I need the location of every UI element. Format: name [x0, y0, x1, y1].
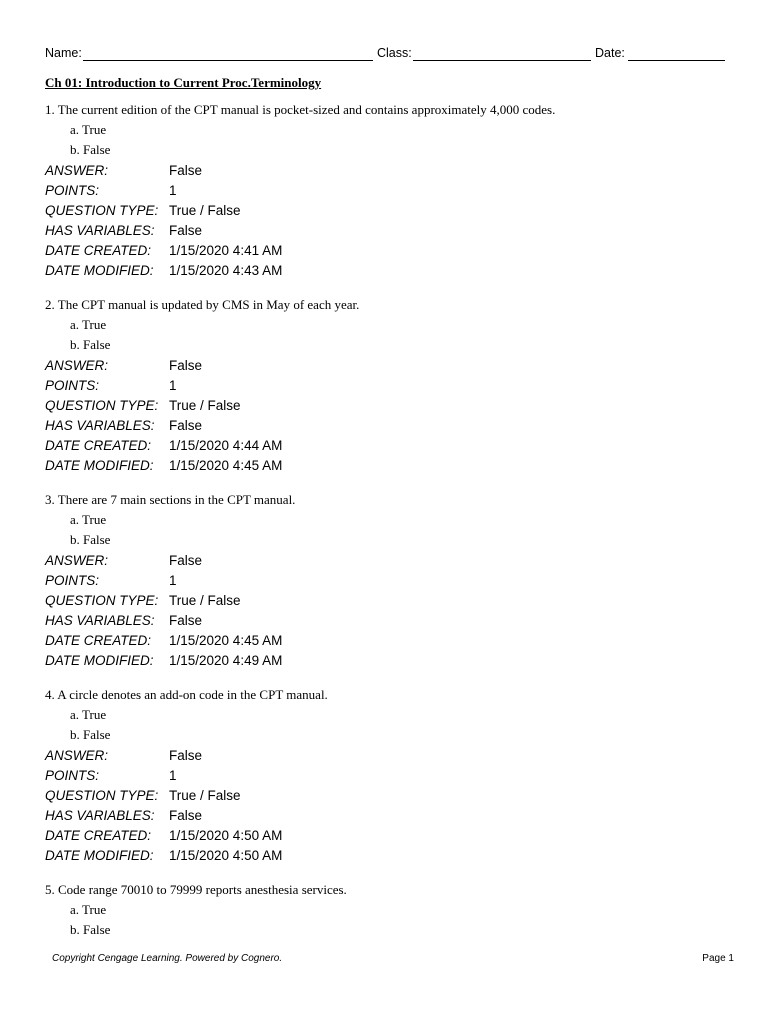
- question-type-value: True / False: [169, 203, 241, 218]
- question-type-label: QUESTION TYPE:: [45, 203, 159, 218]
- answer-label: ANSWER:: [45, 553, 109, 568]
- date-created-label: DATE CREATED:: [45, 243, 152, 258]
- date-created-row: [45, 436, 735, 456]
- answer-value: False: [169, 748, 203, 763]
- question-5: [45, 881, 735, 941]
- option-b: b. False: [70, 532, 111, 547]
- question-3: [45, 491, 735, 671]
- points-value: 1: [169, 378, 177, 393]
- points-value: 1: [169, 768, 177, 783]
- answer-row: [45, 551, 735, 571]
- points-label: POINTS:: [45, 378, 100, 393]
- points-row: [45, 376, 735, 396]
- question-type-row: [45, 786, 735, 806]
- question-2: [45, 296, 735, 476]
- points-row: [45, 181, 735, 201]
- option-b: b. False: [70, 142, 111, 157]
- option-a: a. True: [70, 317, 107, 332]
- has-variables-row: [45, 806, 735, 826]
- chapter-title: Ch 01: Introduction to Current Proc.Terminology: [45, 75, 322, 90]
- question-text: 1. The current edition of the CPT manual is pocket-sized and contains approximately 4,000 codes.: [45, 102, 556, 117]
- date-created-value: 1/15/2020 4:45 AM: [169, 633, 283, 648]
- class-line: [413, 60, 591, 61]
- date-modified-label: DATE MODIFIED:: [45, 848, 154, 863]
- date-modified-label: DATE MODIFIED:: [45, 653, 154, 668]
- question-text: 5. Code range 70010 to 79999 reports anesthesia services.: [45, 882, 347, 897]
- answer-value: False: [169, 358, 203, 373]
- has-variables-value: False: [169, 223, 203, 238]
- answer-label: ANSWER:: [45, 163, 109, 178]
- points-label: POINTS:: [45, 768, 100, 783]
- date-modified-value: 1/15/2020 4:45 AM: [169, 458, 283, 473]
- date-created-value: 1/15/2020 4:50 AM: [169, 828, 283, 843]
- has-variables-label: HAS VARIABLES:: [45, 808, 155, 823]
- option-a: a. True: [70, 902, 107, 917]
- date-modified-label: DATE MODIFIED:: [45, 458, 154, 473]
- question-type-row: [45, 591, 735, 611]
- date-label: Date:: [595, 46, 625, 60]
- date-created-label: DATE CREATED:: [45, 633, 152, 648]
- question-text: 2. The CPT manual is updated by CMS in May of each year.: [45, 297, 360, 312]
- has-variables-value: False: [169, 418, 203, 433]
- date-created-value: 1/15/2020 4:41 AM: [169, 243, 283, 258]
- points-label: POINTS:: [45, 183, 100, 198]
- date-created-row: [45, 241, 735, 261]
- question-text: 4. A circle denotes an add-on code in the CPT manual.: [45, 687, 328, 702]
- option-a: a. True: [70, 122, 107, 137]
- answer-label: ANSWER:: [45, 358, 109, 373]
- name-line: [83, 60, 373, 61]
- page-number: Page 1: [702, 953, 734, 964]
- answer-label: ANSWER:: [45, 748, 109, 763]
- question-type-value: True / False: [169, 398, 241, 413]
- question-type-value: True / False: [169, 788, 241, 803]
- question-type-label: QUESTION TYPE:: [45, 593, 159, 608]
- date-line: [628, 60, 725, 61]
- date-modified-row: [45, 846, 735, 866]
- copyright-text: Copyright Cengage Learning. Powered by Cognero.: [52, 953, 283, 964]
- date-modified-row: [45, 651, 735, 671]
- option-a: a. True: [70, 707, 107, 722]
- answer-row: [45, 161, 735, 181]
- question-type-value: True / False: [169, 593, 241, 608]
- points-value: 1: [169, 573, 177, 588]
- answer-value: False: [169, 553, 203, 568]
- answer-row: [45, 356, 735, 376]
- date-created-value: 1/15/2020 4:44 AM: [169, 438, 283, 453]
- name-label: Name:: [45, 46, 82, 60]
- question-type-row: [45, 201, 735, 221]
- date-created-row: [45, 631, 735, 651]
- date-modified-label: DATE MODIFIED:: [45, 263, 154, 278]
- has-variables-label: HAS VARIABLES:: [45, 613, 155, 628]
- has-variables-value: False: [169, 808, 203, 823]
- option-b: b. False: [70, 922, 111, 937]
- answer-row: [45, 746, 735, 766]
- has-variables-label: HAS VARIABLES:: [45, 223, 155, 238]
- points-row: [45, 571, 735, 591]
- option-a: a. True: [70, 512, 107, 527]
- date-created-label: DATE CREATED:: [45, 828, 152, 843]
- option-b: b. False: [70, 727, 111, 742]
- has-variables-row: [45, 416, 735, 436]
- date-modified-row: [45, 261, 735, 281]
- has-variables-value: False: [169, 613, 203, 628]
- question-4: [45, 686, 735, 866]
- question-type-label: QUESTION TYPE:: [45, 398, 159, 413]
- has-variables-row: [45, 611, 735, 631]
- question-type-label: QUESTION TYPE:: [45, 788, 159, 803]
- points-value: 1: [169, 183, 177, 198]
- date-modified-value: 1/15/2020 4:50 AM: [169, 848, 283, 863]
- date-modified-value: 1/15/2020 4:49 AM: [169, 653, 283, 668]
- date-modified-row: [45, 456, 735, 476]
- has-variables-label: HAS VARIABLES:: [45, 418, 155, 433]
- date-created-row: [45, 826, 735, 846]
- option-b: b. False: [70, 337, 111, 352]
- date-modified-value: 1/15/2020 4:43 AM: [169, 263, 283, 278]
- class-label: Class:: [377, 46, 412, 60]
- question-text: 3. There are 7 main sections in the CPT manual.: [45, 492, 296, 507]
- worksheet-header: [45, 44, 727, 64]
- points-row: [45, 766, 735, 786]
- answer-value: False: [169, 163, 203, 178]
- date-created-label: DATE CREATED:: [45, 438, 152, 453]
- points-label: POINTS:: [45, 573, 100, 588]
- has-variables-row: [45, 221, 735, 241]
- question-type-row: [45, 396, 735, 416]
- question-1: [45, 101, 735, 281]
